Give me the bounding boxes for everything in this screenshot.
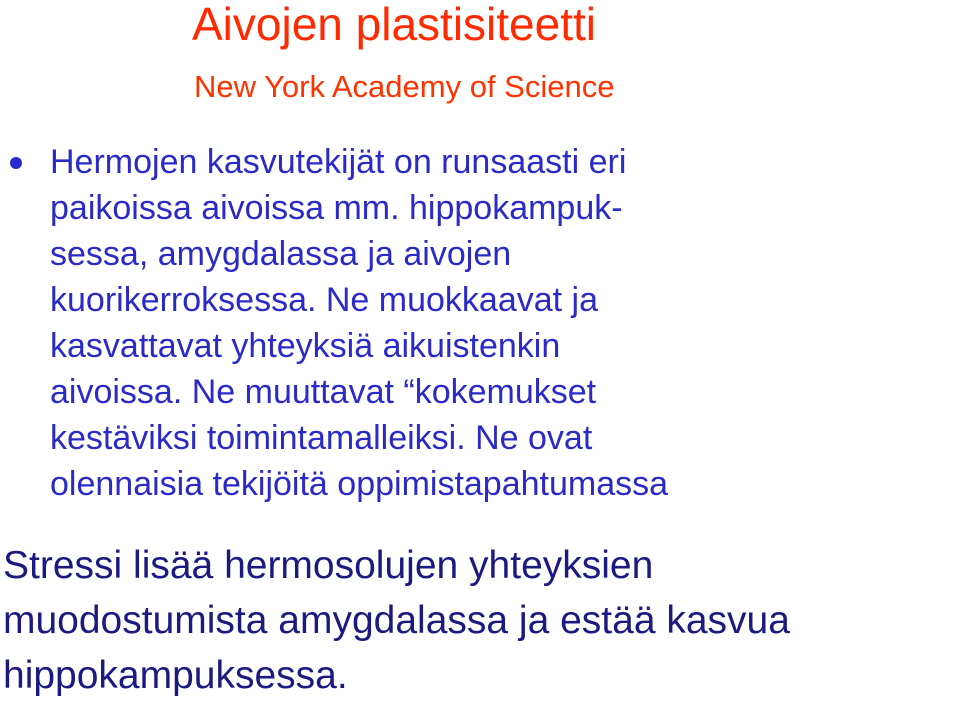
- bullet-line: kuorikerroksessa. Ne muokkaavat ja: [50, 281, 599, 319]
- bullet-line: paikoissa aivoissa mm. hippokampuk-: [50, 189, 623, 227]
- bullet-line: olennaisia tekijöitä oppimistapahtumassa: [50, 465, 669, 503]
- note-line: hippokampuksessa.: [3, 654, 348, 697]
- bullet-line: kestäviksi toimintamalleiksi. Ne ovat: [50, 419, 593, 457]
- bullet-text: [50, 139, 955, 507]
- slide-subtitle: New York Academy of Science: [194, 69, 615, 104]
- bullet-line: Hermojen kasvutekijät on runsaasti eri: [50, 143, 627, 181]
- bullet-dot-icon: [10, 157, 22, 169]
- bullet-line: kasvattavat yhteyksiä aikuistenkin: [50, 327, 561, 365]
- note-line: muodostumista amygdalassa ja estää kasvua: [3, 599, 790, 642]
- bullet-line: aivoissa. Ne muuttavat “kokemukset: [50, 373, 597, 411]
- note-line: Stressi lisää hermosolujen yhteyksien: [3, 544, 654, 587]
- stress-note: [3, 538, 958, 703]
- bullet-line: sessa, amygdalassa ja aivojen: [50, 235, 512, 273]
- slide-title: Aivojen plastisiteetti: [192, 0, 596, 50]
